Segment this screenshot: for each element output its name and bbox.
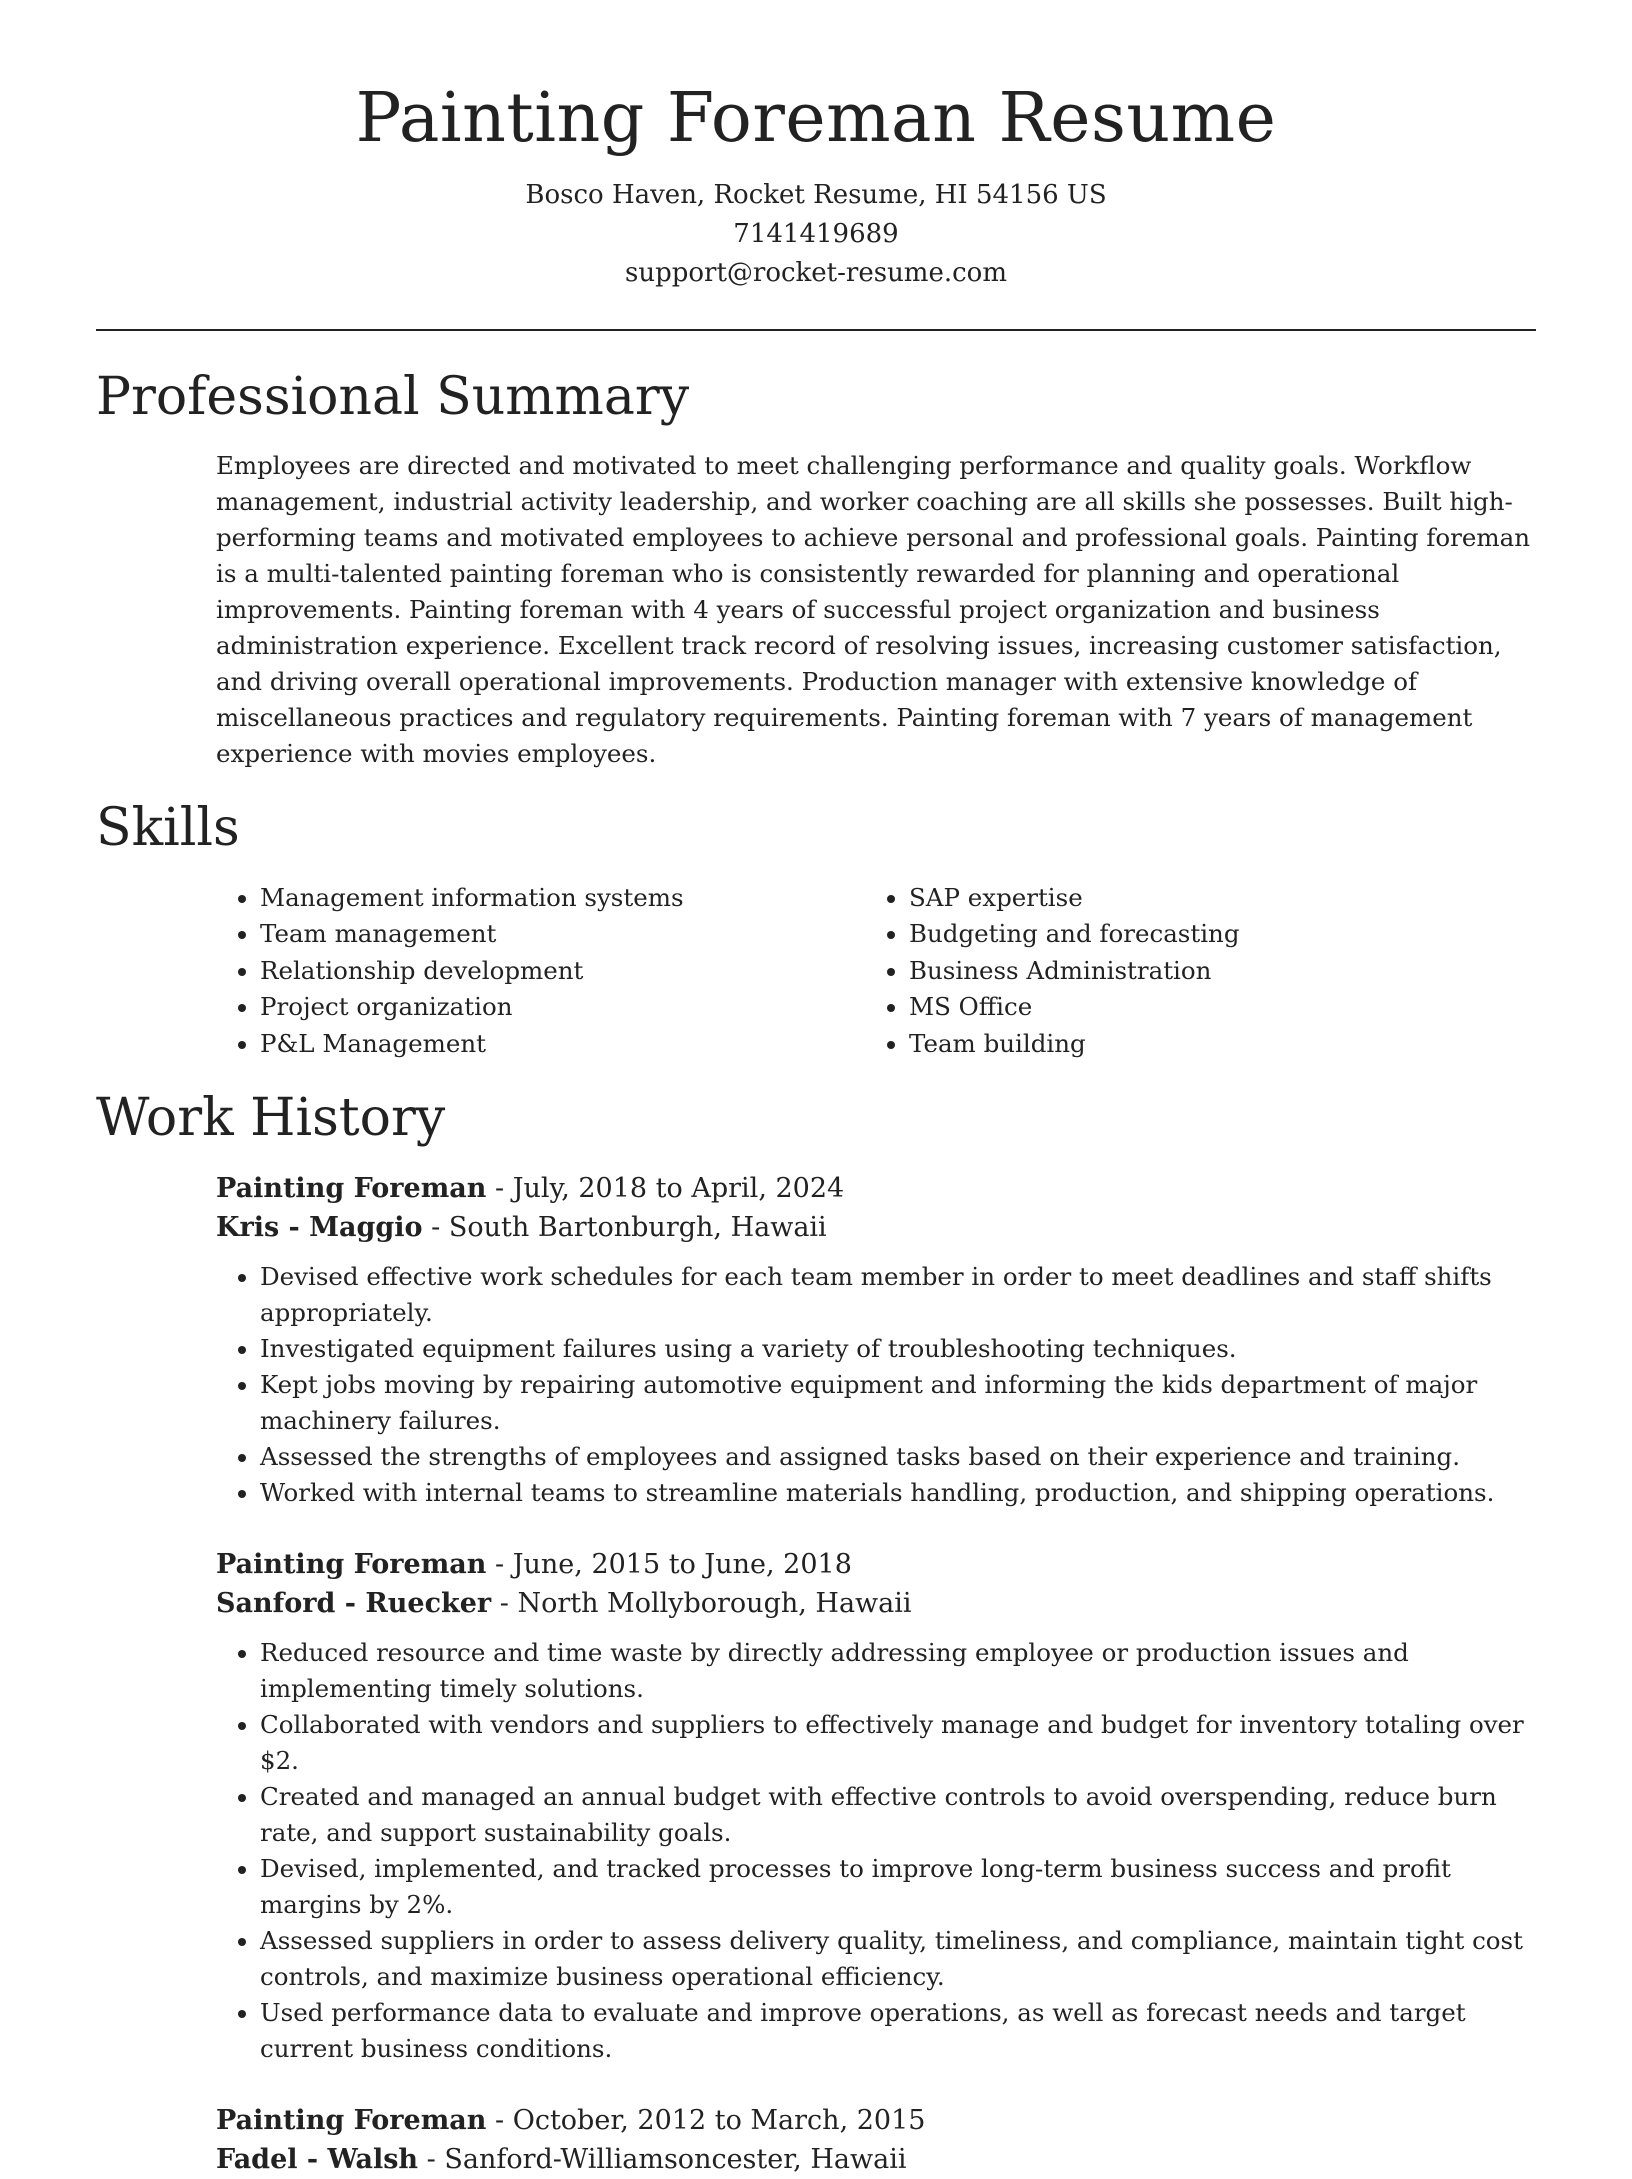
job-company-line [216, 2140, 1536, 2179]
job-title: Painting Foreman [216, 1549, 487, 1581]
skills-list [216, 880, 1536, 1063]
job-title-line [216, 2101, 1536, 2140]
job-duty-item: • Investigated equipment failures using a variety of troubleshooting techniques. [260, 1331, 1536, 1367]
contact-email: support@rocket-resume.com [624, 258, 1007, 289]
job-duties [216, 1259, 1536, 1511]
skill-item: • MS Office [909, 989, 1514, 1026]
contact-address: Bosco Haven, Rocket Resume, HI 54156 US [525, 180, 1107, 211]
job-company-line [216, 1584, 1536, 1623]
job-duty-item: • Worked with internal teams to streamline materials handling, production, and shipping operations. [260, 1475, 1536, 1511]
job-dates: - October, 2012 to March, 2015 [486, 2105, 926, 2137]
job-location: - Sanford-Williamsoncester, Hawaii [418, 2144, 907, 2176]
job-location: - North Mollyborough, Hawaii [491, 1588, 912, 1620]
work-history-heading: Work History [96, 1088, 446, 1149]
job-duty-item: • Assessed the strengths of employees and assigned tasks based on their experience and training. [260, 1439, 1536, 1475]
skill-item: • Budgeting and forecasting [909, 916, 1514, 953]
summary-heading: Professional Summary [96, 367, 690, 428]
skill-item: • Team management [260, 916, 865, 953]
skills-column-left [216, 880, 865, 1063]
job-duty-item: • Created and managed an annual budget with effective controls to avoid overspending, reduce burn rate, and support sustainability goals. [260, 1779, 1536, 1851]
job-duty-item: • Reduced resource and time waste by directly addressing employee or production issues and implementing timely solutions. [260, 1635, 1536, 1707]
job-company: Fadel - Walsh [216, 2144, 419, 2176]
skill-item: • Business Administration [909, 953, 1514, 990]
skill-item: • Team building [909, 1026, 1514, 1063]
job-entry [216, 1169, 1536, 1511]
job-location: - South Bartonburgh, Hawaii [422, 1212, 827, 1244]
job-title: Painting Foreman [216, 1173, 487, 1205]
job-title-line [216, 1169, 1536, 1208]
contact-phone: 7141419689 [733, 219, 899, 250]
resume-title: Painting Foreman Resume [355, 79, 1277, 158]
header-divider [96, 329, 1536, 331]
job-duty-item: • Devised, implemented, and tracked processes to improve long-term business success and profit margins by 2%. [260, 1851, 1536, 1923]
skill-item: • Relationship development [260, 953, 865, 990]
job-duty-item: • Assessed suppliers in order to assess delivery quality, timeliness, and compliance, maintain tight cost controls, and maximize business operational efficiency. [260, 1923, 1536, 1995]
job-company-line [216, 1208, 1536, 1247]
skill-item: • P&L Management [260, 1026, 865, 1063]
skill-item: • SAP expertise [909, 880, 1514, 917]
job-company: Sanford - Ruecker [216, 1588, 492, 1620]
skills-column-right [865, 880, 1514, 1063]
job-entry [216, 1545, 1536, 2067]
skill-item: • Project organization [260, 989, 865, 1026]
job-dates: - July, 2018 to April, 2024 [486, 1173, 845, 1205]
job-duty-item: • Used performance data to evaluate and improve operations, as well as forecast needs and target current business conditions. [260, 1995, 1536, 2067]
job-dates: - June, 2015 to June, 2018 [486, 1549, 852, 1581]
contact-block [96, 176, 1536, 293]
job-title-line [216, 1545, 1536, 1584]
job-duty-item: • Collaborated with vendors and suppliers to effectively manage and budget for inventory totaling over $2. [260, 1707, 1536, 1779]
job-duty-item: • Devised effective work schedules for each team member in order to meet deadlines and staff shifts appropriately. [260, 1259, 1536, 1331]
job-entry [216, 2101, 1536, 2179]
skills-heading: Skills [96, 798, 240, 859]
job-company: Kris - Maggio [216, 1212, 423, 1244]
job-title: Painting Foreman [216, 2105, 487, 2137]
skill-item: • Management information systems [260, 880, 865, 917]
job-duty-item: • Kept jobs moving by repairing automotive equipment and informing the kids department of major machinery failures. [260, 1367, 1536, 1439]
summary-text: Employees are directed and motivated to meet challenging performance and quality goals. Workflow management, industrial activity leadership, and worker coaching are all skills she possesses. Built high-performing teams and motivated employees to achieve personal and professional goals. Painting foreman is a multi-talented painting foreman who is consistently rewarded for planning and operational improvements. Painting foreman with 4 years of successful project organization and business administration experience. Excellent track record of resolving issues, increasing customer satisfaction, and driving overall operational improvements. Production manager with extensive knowledge of miscellaneous practices and regulatory requirements. Painting foreman with 7 years of management experience with movies employees. [216, 451, 1530, 769]
job-duties [216, 1635, 1536, 2067]
